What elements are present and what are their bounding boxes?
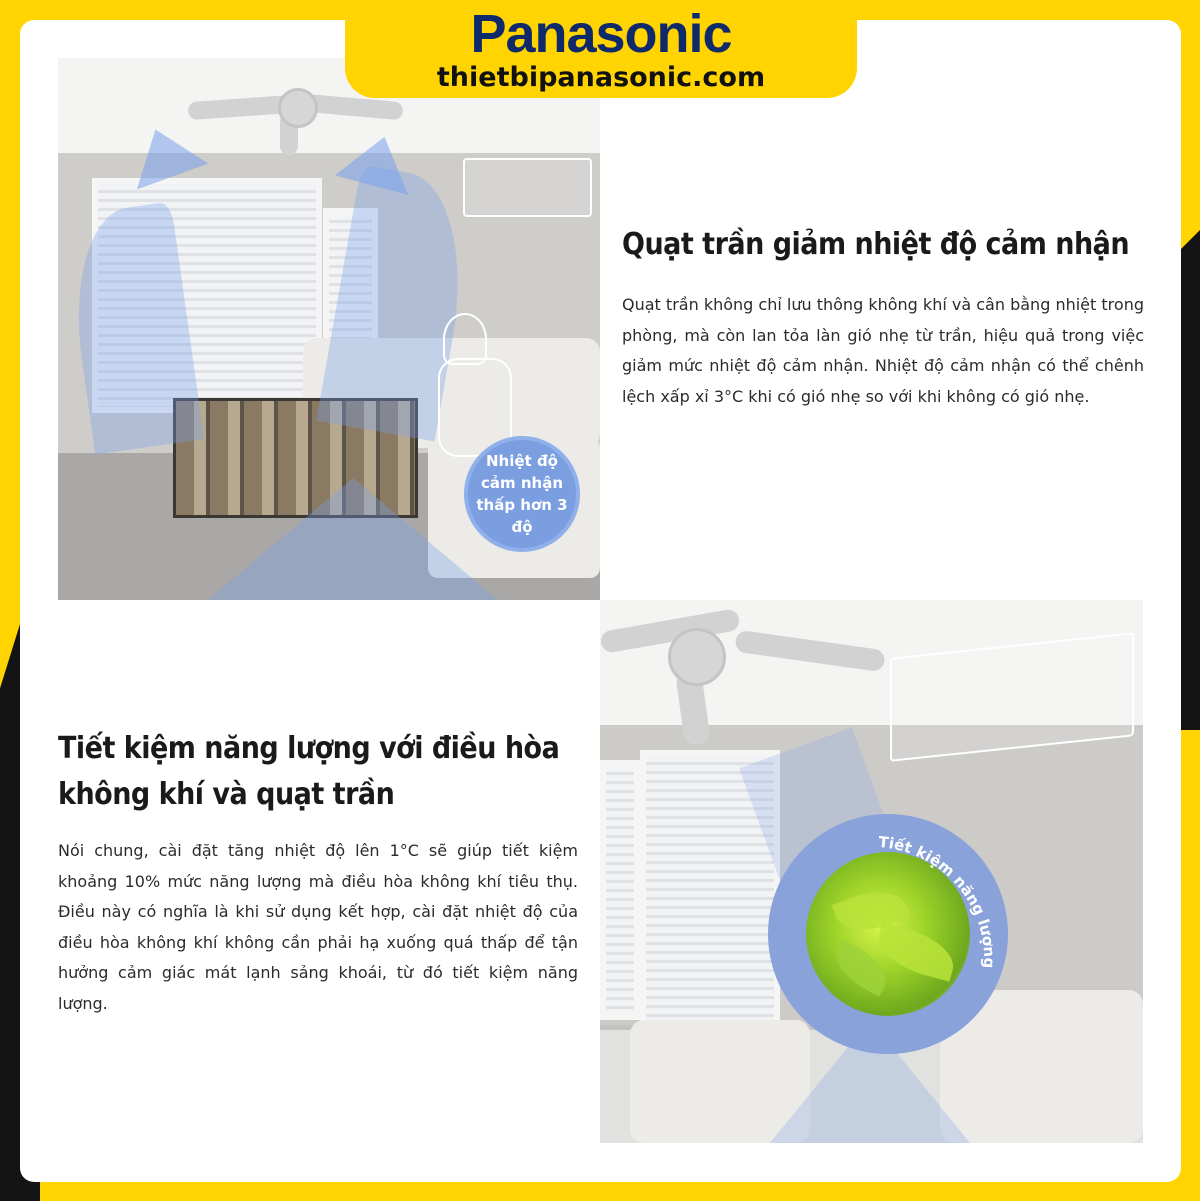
panasonic-logo: Panasonic [470, 4, 732, 64]
ceiling-fan-hub [668, 628, 726, 686]
energy-ring-label: Tiết kiệm năng lượng [877, 832, 999, 969]
temperature-badge [464, 436, 580, 552]
energy-section [58, 726, 578, 1019]
energy-section-body: Nói chung, cài đặt tăng nhiệt độ lên 1°C sẽ giúp tiết kiệm khoảng 10% mức năng lượng mà điều hòa không khí tiêu thụ. Điều này có nghĩa là khi sử dụng kết hợp, cài đặt nhiệt độ của điều hòa không khí không cần phải hạ xuống quá thấp để tận hưởng cảm giác mát lạnh sảng khoái, từ đó tiết kiệm năng lượng. [58, 841, 578, 1013]
energy-ring-label-wrap [868, 825, 1018, 1005]
brand-header [345, 0, 857, 98]
svg-text:Tiết kiệm năng lượng [878, 833, 999, 969]
air-conditioner-sketch [463, 158, 592, 217]
ac-fan-room-photo [600, 600, 1143, 1143]
window-left [600, 760, 640, 1020]
armchair [630, 1020, 810, 1143]
energy-section-heading: Tiết kiệm năng lượng với điều hòa không khí và quạt trần [58, 731, 560, 812]
fan-section [622, 222, 1144, 412]
temperature-badge-text: Nhiệt độ cảm nhận thấp hơn 3 độ [476, 452, 568, 536]
ceiling-fan-hub [278, 88, 318, 128]
fan-section-heading: Quạt trần giảm nhiệt độ cảm nhận [622, 227, 1130, 262]
website-link[interactable]: thietbipanasonic.com [436, 62, 766, 93]
fan-section-body: Quạt trần không chỉ lưu thông không khí và cân bằng nhiệt trong phòng, mà còn lan tỏa làn gió nhẹ từ trần, hiệu quả trong việc giảm mức nhiệt độ cảm nhận. Nhiệt độ cảm nhận có thể chênh lệch xấp xỉ 3°C khi có gió nhẹ so với khi không có gió nhẹ. [622, 295, 1144, 406]
energy-ring-arc-text [868, 825, 1018, 1005]
